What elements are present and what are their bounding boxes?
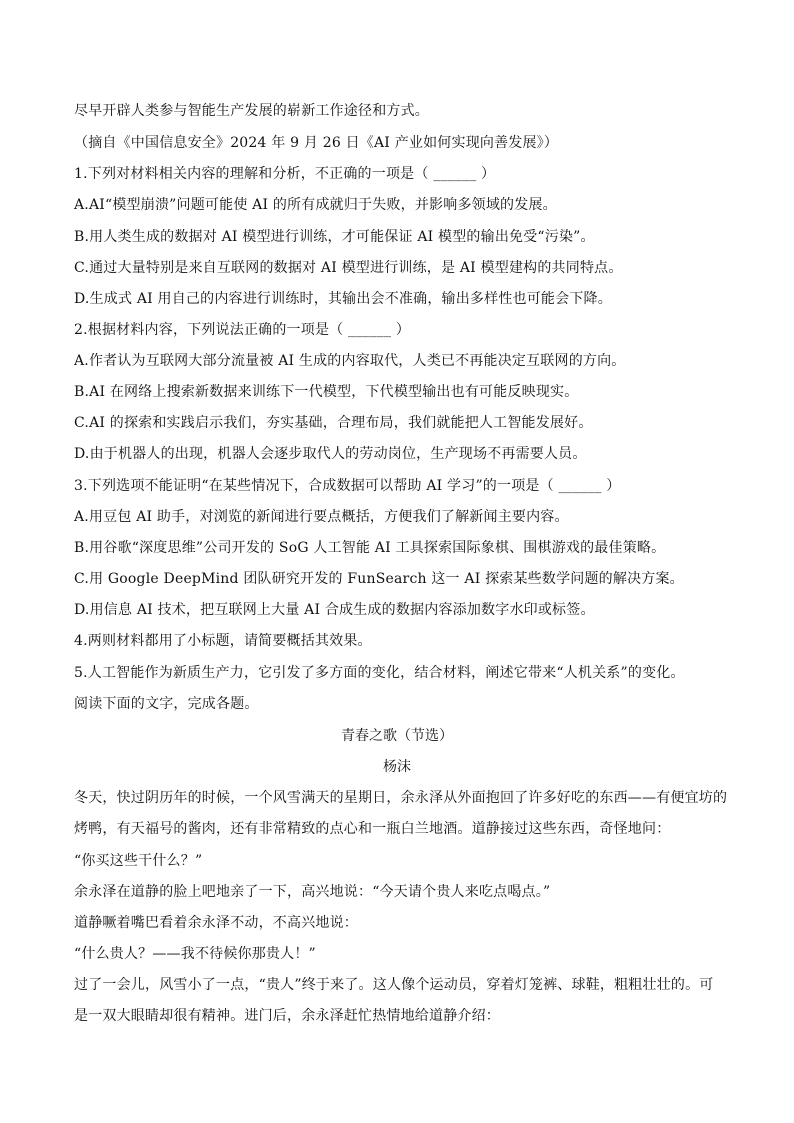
story-line: 是一双大眼睛却很有精神。进门后，余永泽赶忙热情地给道静介绍：: [74, 1008, 500, 1024]
story-line: 冬天，快过阴历年的时候，一个风雪满天的星期日，余永泽从外面抱回了许多好吃的东西——有便宜坊的: [74, 790, 728, 806]
story-title: 青春之歌（节选）: [341, 728, 453, 744]
question-4: 4.两则材料都用了小标题，请简要概括其效果。: [74, 633, 372, 649]
story-line: 过了一会儿，风雪小了一点，“贵人”终于来了。这人像个运动员，穿着灯笼裤、球鞋，粗粗壮壮的。可: [74, 977, 714, 993]
option-3d: D.用信息 AI 技术，把互联网上大量 AI 合成生成的数据内容添加数字水印或标签。: [74, 602, 595, 618]
option-1b: B.用人类生成的数据对 AI 模型进行训练，才可能保证 AI 模型的输出免受“污染”。: [74, 229, 595, 245]
story-line: 余永泽在道静的脸上吧地亲了一下，高兴地说：“今天请个贵人来吃点喝点。”: [74, 884, 551, 900]
story-line: “什么贵人？——我不待候你那贵人！”: [74, 946, 316, 962]
question-5: 5.人工智能作为新质生产力，它引发了多方面的变化，结合材料，阐述它带来“人机关系”的变化。: [74, 665, 685, 681]
option-1c: C.通过大量特别是来自互联网的数据对 AI 模型进行训练，是 AI 模型建构的共同特点。: [74, 260, 623, 276]
option-3c: C.用 Google DeepMind 团队研究开发的 FunSearch 这一 AI 探索某些数学问题的解决方案。: [74, 571, 684, 587]
story-author: 杨沫: [383, 759, 411, 775]
question-2: 2.根据材料内容，下列说法正确的一项是（ ______ ）: [74, 322, 411, 338]
story-line: 烤鸭，有天福号的酱肉，还有非常精致的点心和一瓶白兰地酒。道静接过这些东西，奇怪地问：: [74, 821, 671, 837]
question-3: 3.下列选项不能证明“在某些情况下，合成数据可以帮助 AI 学习”的一项是（ ______ ）: [74, 478, 621, 494]
source-citation: （摘自《中国信息安全》2024 年 9 月 26 日《AI 产业如何实现向善发展》）: [74, 135, 559, 151]
option-2c: C.AI 的探索和实践启示我们，夯实基础，合理布局，我们就能把人工智能发展好。: [74, 415, 593, 431]
reading-instruction: 阅读下面的文字，完成各题。: [74, 696, 259, 712]
option-1a: A.AI“模型崩溃”问题可能使 AI 的所有成就归于失败，并影响多领域的发展。: [74, 197, 557, 213]
text-line: 尽早开辟人类参与智能生产发展的崭新工作途径和方式。: [74, 103, 429, 119]
option-1d: D.生成式 AI 用自己的内容进行训练时，其输出会不准确，输出多样性也可能会下降。: [74, 291, 612, 307]
option-3a: A.用豆包 AI 助手，对浏览的新闻进行要点概括，方便我们了解新闻主要内容。: [74, 509, 569, 525]
option-3b: B.用谷歌“深度思维”公司开发的 SoG 人工智能 AI 工具探索国际象棋、围棋游戏的最佳策略。: [74, 540, 666, 556]
story-line: “你买这些干什么？”: [74, 853, 203, 869]
question-1: 1.下列对材料相关内容的理解和分析，不正确的一项是（ ______ ）: [74, 166, 496, 182]
option-2b: B.AI 在网络上搜索新数据来训练下一代模型，下代模型输出也有可能反映现实。: [74, 384, 579, 400]
story-line: 道静噘着嘴巴看着余永泽不动，不高兴地说：: [74, 915, 358, 931]
option-2d: D.由于机器人的出现，机器人会逐步取代人的劳动岗位，生产现场不再需要人员。: [74, 446, 587, 462]
option-2a: A.作者认为互联网大部分流量被 AI 生成的内容取代，人类已不再能决定互联网的方向。: [74, 353, 626, 369]
